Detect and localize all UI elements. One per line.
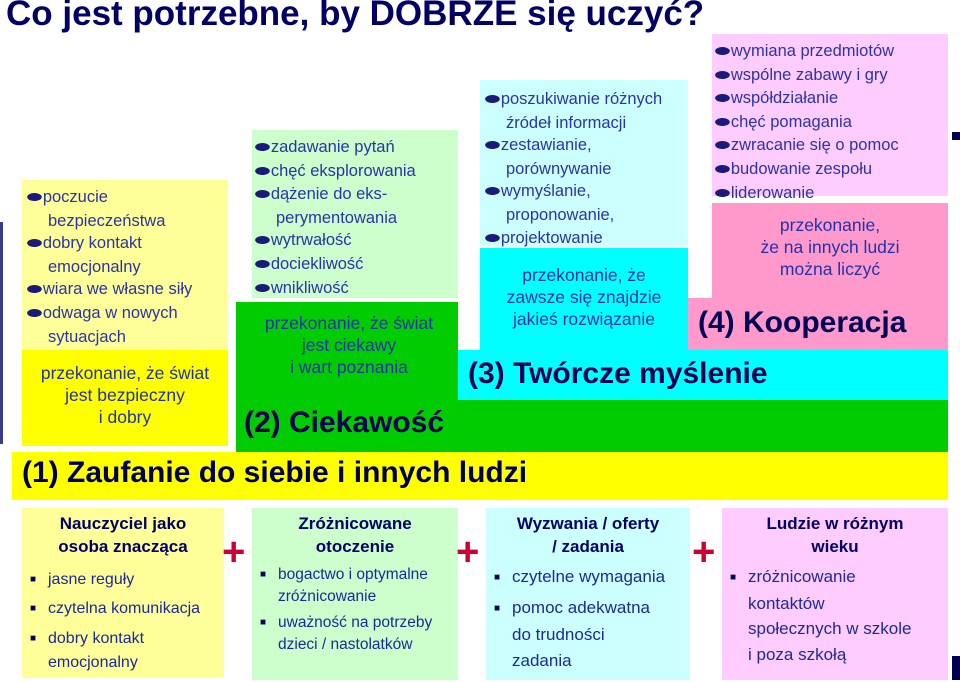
curiosity-bullet-list	[256, 136, 456, 300]
square-bullet-icon: ■	[730, 572, 737, 583]
cooperation-bullet-list	[716, 40, 946, 205]
bottom-box-title: Ludzie w różnym wieku	[766, 514, 904, 556]
bottom-box-teacher	[22, 508, 224, 678]
trust-belief: przekonanie, że świat jest bezpieczny i dobry	[40, 363, 210, 427]
square-bullet-icon: ■	[30, 602, 37, 614]
list-item: proponowanie,	[506, 205, 615, 224]
list-item: emocjonalny	[48, 654, 138, 671]
stage-2-label: (2) Ciekawość	[244, 406, 445, 439]
square-bullet-icon: ■	[494, 572, 501, 583]
list-item: ⬬wytrwałość	[256, 229, 456, 253]
list-item: ⬬projektowanie	[486, 227, 686, 251]
list-item: ⬬dociekliwość	[256, 253, 456, 277]
bottom-box-people	[722, 508, 948, 680]
list-item: ⬬wymyślanie,	[486, 180, 686, 204]
list-item: ⬬zestawianie,	[486, 134, 686, 158]
list-item: ⬬poczucie	[28, 186, 228, 210]
speech-bubble-icon: ⬬	[714, 90, 731, 108]
list-item: ⬬budowanie zespołu	[716, 158, 946, 182]
list-item: ⬬współdziałanie	[716, 87, 946, 111]
list-item: ⬬liderowanie	[716, 182, 946, 206]
speech-bubble-icon: ⬬	[254, 255, 271, 273]
list-item: ■ bogactwo i optymalne	[260, 564, 458, 586]
square-bullet-icon: ■	[260, 569, 267, 580]
speech-bubble-icon: ⬬	[484, 183, 501, 201]
speech-bubble-icon: ⬬	[714, 184, 731, 202]
speech-bubble-icon: ⬬	[26, 304, 43, 322]
list-item: ■ czytelna komunikacja	[30, 595, 224, 624]
list-item: ⬬wiara we własne siły	[28, 278, 228, 302]
list-item: bezpieczeństwa	[48, 211, 166, 230]
plus-sign-3: +	[692, 530, 716, 574]
list-item: porównywanie	[506, 159, 612, 178]
list-item: do trudności	[512, 625, 605, 644]
bottom-box-title: Wyzwania / oferty / zadania	[516, 514, 660, 556]
list-item: ⬬odwaga w nowych	[28, 302, 228, 326]
list-item: ⬬zwracanie się o pomoc	[716, 134, 946, 158]
list-item: ■ czytelne wymagania	[494, 564, 690, 591]
right-edge-mark	[952, 132, 960, 140]
plus-sign-1: +	[222, 530, 246, 574]
speech-bubble-icon: ⬬	[254, 162, 271, 180]
list-item: ■ jasne reguły	[30, 566, 224, 595]
plus-sign-2: +	[456, 530, 480, 574]
bottom-box-title: Zróżnicowane otoczenie	[298, 514, 412, 556]
speech-bubble-icon: ⬬	[254, 232, 271, 250]
speech-bubble-icon: ⬬	[254, 279, 271, 297]
stage-1-label: (1) Zaufanie do siebie i innych ludzi	[22, 456, 528, 489]
list-item: ⬬dobry kontakt	[28, 232, 228, 256]
speech-bubble-icon: ⬬	[714, 160, 731, 178]
list-item: ⬬wymiana przedmiotów	[716, 40, 946, 64]
speech-bubble-icon: ⬬	[254, 139, 271, 156]
speech-bubble-icon: ⬬	[26, 281, 43, 299]
speech-bubble-icon: ⬬	[714, 113, 731, 131]
page-title: Co jest potrzebne, by DOBRZE się uczyć?	[6, 0, 705, 33]
list-item: zadania	[512, 651, 572, 670]
list-item: zróżnicowanie	[278, 588, 377, 605]
list-item: społecznych w szkole	[748, 619, 912, 638]
bottom-box-list	[494, 564, 690, 674]
speech-bubble-icon: ⬬	[26, 189, 43, 206]
speech-bubble-icon: ⬬	[714, 137, 731, 155]
list-item: perymentowania	[276, 208, 398, 227]
list-item: sytuacjach	[48, 327, 126, 346]
bottom-box-list	[730, 564, 948, 667]
bottom-box-title: Nauczyciel jako osoba znacząca	[58, 514, 188, 556]
square-bullet-icon: ■	[494, 603, 501, 614]
list-item: ⬬wspólne zabawy i gry	[716, 64, 946, 88]
list-item: ⬬wnikliwość	[256, 277, 456, 301]
list-item: ■ uważność na potrzeby	[260, 612, 458, 634]
stage-4-label: (4) Kooperacja	[698, 306, 907, 339]
list-item: dzieci / nastolatków	[278, 636, 413, 653]
list-item: ■ zróżnicowanie	[730, 564, 948, 591]
bottom-box-environment	[252, 508, 458, 680]
list-item: i poza szkołą	[748, 644, 847, 664]
list-item: ⬬chęć eksplorowania	[256, 160, 456, 184]
list-item: ⬬zadawanie pytań	[256, 136, 456, 160]
stage-3-label: (3) Twórcze myślenie	[468, 357, 768, 390]
speech-bubble-icon: ⬬	[484, 229, 501, 247]
creative-bullet-list	[486, 88, 686, 250]
square-bullet-icon: ■	[30, 633, 37, 644]
left-edge-line	[0, 222, 3, 444]
bottom-box-list	[30, 566, 224, 675]
list-item: ⬬dążenie do eks-	[256, 183, 456, 207]
right-edge-mark-bottom	[952, 656, 960, 680]
speech-bubble-icon: ⬬	[254, 186, 271, 204]
square-bullet-icon: ■	[30, 574, 37, 585]
trust-bullet-list	[28, 186, 228, 348]
list-item: ■ dobry kontakt	[30, 627, 224, 651]
list-item: źródeł informacji	[506, 113, 627, 132]
speech-bubble-icon: ⬬	[484, 137, 501, 155]
bottom-box-challenges	[486, 508, 690, 680]
speech-bubble-icon: ⬬	[484, 91, 501, 108]
curiosity-belief: przekonanie, że świat jest ciekawy i wart poznania	[264, 313, 434, 377]
speech-bubble-icon: ⬬	[714, 66, 731, 84]
list-item: emocjonalny	[48, 257, 141, 276]
list-item: ⬬poszukiwanie różnych	[486, 88, 686, 112]
list-item: ⬬chęć pomagania	[716, 111, 946, 135]
cooperation-belief: przekonanie, że na innych ludzi można liczyć	[760, 215, 900, 279]
speech-bubble-icon: ⬬	[26, 235, 43, 253]
list-item: ■ pomoc adekwatna	[494, 595, 690, 622]
creative-belief: przekonanie, że zawsze się znajdzie jakieś rozwiązanie	[506, 265, 662, 329]
list-item: kontaktów	[748, 593, 825, 613]
speech-bubble-icon: ⬬	[714, 43, 731, 60]
bottom-box-list	[260, 564, 458, 656]
square-bullet-icon: ■	[260, 617, 267, 628]
